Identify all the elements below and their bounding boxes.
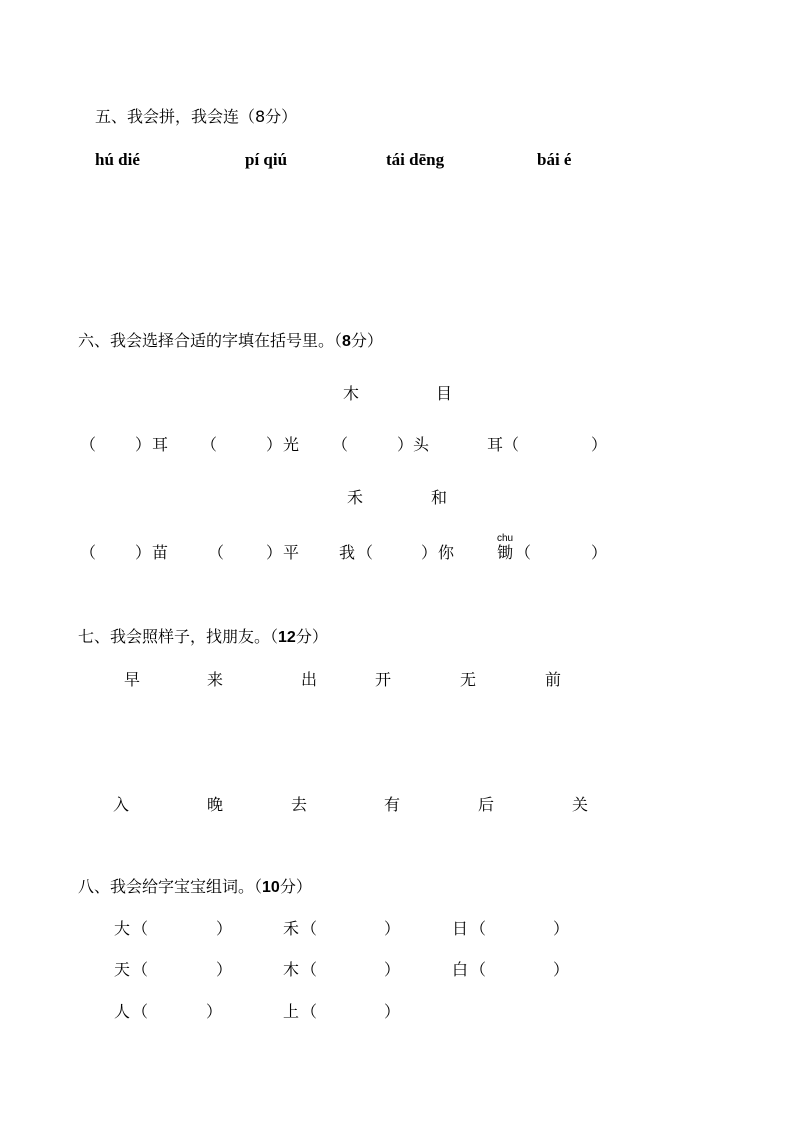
option-he-and: 和 [431,488,448,507]
bracket-open: （ [132,960,149,979]
char-chu: 锄 [497,543,514,562]
pinyin-taideng: tái dēng [386,150,445,169]
char-guang: 光 [283,435,300,454]
char-wo: 我 [339,543,356,562]
ruby-chu: chu [497,533,514,544]
word-char-tian: 天 [114,960,131,979]
top-char-qian: 前 [545,670,562,689]
bracket-open: （ [80,435,97,454]
char-miao: 苗 [152,543,169,562]
bracket-open: （ [132,1002,149,1021]
char-ni: 你 [438,543,455,562]
char-tou: 头 [413,435,430,454]
bottom-char-wan: 晚 [207,795,224,814]
bracket-open: （ [503,435,520,454]
top-char-lai: 来 [207,670,224,689]
section-8-title: 八、我会给字宝宝组词。（10分） [78,877,312,896]
bracket-close: ） [384,919,401,938]
bracket-open: （ [357,543,374,562]
top-char-wu: 无 [460,670,477,689]
bracket-close: ） [384,1002,401,1021]
top-char-zao: 早 [124,670,141,689]
bracket-close: ） [266,543,283,562]
word-char-he: 禾 [283,919,300,938]
bracket-close: ） [384,960,401,979]
bracket-close: ） [216,919,233,938]
word-char-mu: 木 [283,960,300,979]
bracket-open: （ [470,960,487,979]
pinyin-hudie: hú dié [95,150,140,169]
bracket-open: （ [515,543,532,562]
bracket-open: （ [332,435,349,454]
word-char-da: 大 [114,919,131,938]
bracket-close: ） [591,543,608,562]
option-he-grain: 禾 [347,488,364,507]
option-mu-eye: 目 [436,384,453,403]
char-er-2: 耳 [487,435,504,454]
word-char-ren: 人 [114,1002,131,1021]
bracket-close: ） [206,1002,223,1021]
bottom-char-qu: 去 [291,795,308,814]
bracket-open: （ [301,1002,318,1021]
bracket-open: （ [470,919,487,938]
word-char-shang: 上 [283,1002,300,1021]
bracket-close: ） [135,543,152,562]
bracket-close: ） [591,435,608,454]
pinyin-baie: bái é [537,150,572,169]
bracket-open: （ [80,543,97,562]
char-ping: 平 [283,543,300,562]
bracket-close: ） [553,960,570,979]
bracket-close: ） [135,435,152,454]
bracket-close: ） [266,435,283,454]
bracket-open: （ [132,919,149,938]
section-5-title: 五、我会拼，我会连（8分） [95,107,298,126]
bottom-char-hou: 后 [478,795,495,814]
bracket-close: ） [553,919,570,938]
top-char-chu: 出 [301,670,318,689]
bottom-char-ru: 入 [113,795,130,814]
bracket-close: ） [216,960,233,979]
bottom-char-guan: 关 [572,795,589,814]
char-er: 耳 [152,435,169,454]
bracket-close: ） [397,435,414,454]
bracket-open: （ [201,435,218,454]
word-char-ri: 日 [452,919,469,938]
pinyin-piqiu: pí qiú [245,150,288,169]
bracket-open: （ [301,919,318,938]
word-char-bai: 白 [452,960,469,979]
top-char-kai: 开 [375,670,392,689]
bracket-close: ） [421,543,438,562]
bracket-open: （ [208,543,225,562]
bracket-open: （ [301,960,318,979]
section-6-title: 六、我会选择合适的字填在括号里。（8分） [78,331,383,350]
option-mu-wood: 木 [343,384,360,403]
section-7-title: 七、我会照样子，找朋友。（12分） [78,627,328,646]
bottom-char-you: 有 [384,795,401,814]
